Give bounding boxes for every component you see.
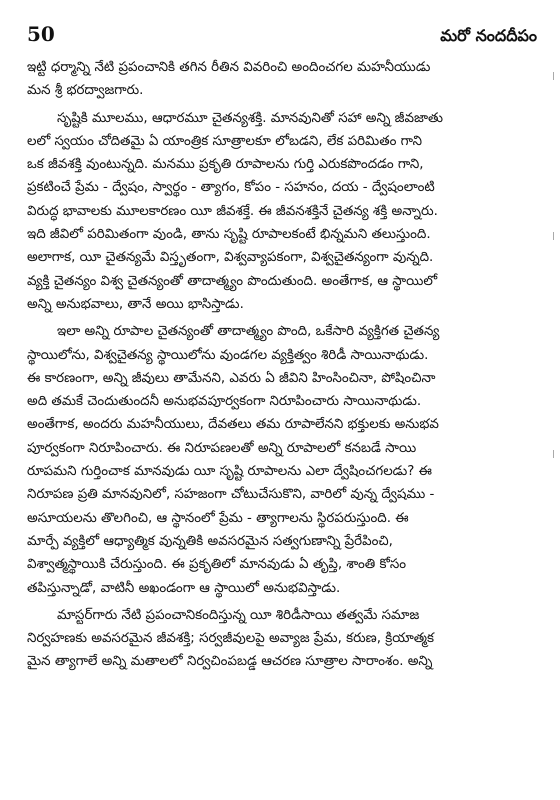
text-line: లలో స్వయం చోదితమై ఏ యాంత్రిక సూత్రాలకూ లోబడని, లేక పరిమితం గాని bbox=[27, 133, 422, 149]
text-line: మాస్టర్‌గారు నేటి ప్రపంచానికందిస్తున్న యీ శిరిడీసాయి తత్వమే సమాజ bbox=[57, 607, 420, 623]
text-line: ఇది జీవిలో పరిమితంగా వుండి, తాను సృష్టి రూపాలకంటే భిన్నమని తలుస్తుంది. bbox=[27, 227, 431, 243]
text-line: రూపమని గుర్తించాక మానవుడు యీ సృష్టి రూపాలను ఎలా ద్వేషించగలడు? ఈ bbox=[27, 464, 432, 480]
text-line: అసూయలను తొలగించి, ఆ స్థానంలో ప్రేమ - త్యాగాలను స్థిరపరుస్తుంది. ఈ bbox=[27, 510, 409, 526]
text-line: అలాగాక, యీ చైతన్యమే విస్తృతంగా, విశ్వవ్యాపకంగా, విశ్వచైతన్యంగా వున్నది. bbox=[27, 250, 434, 266]
scan-edge-mark bbox=[549, 450, 554, 458]
page-header bbox=[27, 22, 537, 56]
text-line: ఇట్టి ధర్మాన్ని నేటి ప్రపంచానికి తగిన రీతిన వివరించి అందించగల మహనీయుడు bbox=[27, 60, 431, 75]
text-line: వ్యక్తి చైతన్యం విశ్వ చైతన్యంతో తాదాత్మ్యం పొందుతుంది. అంతేగాక, ఆ స్థాయిలో bbox=[27, 273, 438, 289]
text-line: నిర్వహణకు అవసరమైన జీవశక్తి; సర్వజీవులపై అవ్యాజ ప్రేమ, కరుణ, క్రియాత్మక bbox=[27, 631, 434, 647]
paragraph-4 bbox=[27, 604, 537, 674]
document-page bbox=[27, 22, 537, 678]
text-line: నిరూపణ ప్రతి మానవునిలో, సహజంగా చోటుచేసుకొని, వారిలో వున్న ద్వేషము - bbox=[27, 487, 435, 503]
text-line: ఈ కారణంగా, అన్ని జీవులు తామేనని, ఎవరు ఏ జీవిని హింసించినా, పోషించినా bbox=[27, 370, 436, 386]
book-title: మరో నందదీపం bbox=[440, 26, 537, 45]
text-line: సృష్టికి మూలము, ఆధారమూ చైతన్యశక్తి. మానవునితో సహా అన్ని జీవజాతు bbox=[57, 110, 444, 126]
text-line: అన్ని అనుభవాలు, తానే అయి భాసిస్తాడు. bbox=[27, 296, 244, 312]
text-line: మన శ్రీ భరద్వాజగారు. bbox=[27, 83, 144, 99]
page-number: 50 bbox=[27, 22, 55, 46]
text-line: మైన త్యాగాలే అన్ని మతాలలో నిర్వచింపబడ్డ ఆచరణ సూత్రాల సారాంశం. అన్ని bbox=[27, 654, 433, 670]
text-line: విరుద్ధ భావాలకు మూలకారణం యీ జీవశక్తే. ఈ జీవనశక్తినే చైతన్య శక్తి అన్నారు. bbox=[27, 203, 438, 219]
paragraph-2 bbox=[27, 107, 537, 317]
text-line: విశ్వాత్మస్థాయికి చేరుస్తుంది. ఈ ప్రకృతిలో మానవుడు ఏ తృప్తి, శాంతి కోసం bbox=[27, 557, 407, 573]
scan-edge-mark bbox=[549, 72, 554, 80]
text-line: పూర్వకంగా నిరూపించారు. ఈ నిరూపణలతో అన్ని రూపాలలో కనబడే సాయి bbox=[27, 440, 417, 456]
text-line: అంతేగాక, అందరు మహనీయులు, దేవతలు తమ రూపాలేనని భక్తులకు అనుభవ bbox=[27, 417, 439, 433]
text-line: తపిస్తున్నాడో, వాటినీ అఖండంగా ఆ స్థాయిలో అనుభవిస్తాడు. bbox=[27, 580, 341, 596]
text-line: ఒక జీవశక్తి వుంటున్నది. మనము ప్రకృతి రూపాలను గుర్తి ఎరుకపొందడం గాని, bbox=[27, 157, 424, 173]
text-line: ఇలా అన్ని రూపాల చైతన్యంతో తాదాత్మ్యం పొంది, ఒకేసారి వ్యక్తిగత చైతన్య bbox=[57, 324, 440, 340]
text-line: ప్రకటించే ప్రేమ - ద్వేషం, స్వార్థం - త్యాగం, కోపం - సహనం, దయ - ద్వేషంలాంటి bbox=[27, 180, 435, 196]
scan-edge-mark bbox=[549, 232, 554, 240]
paragraph-3 bbox=[27, 320, 537, 600]
text-line: స్థాయిలోను, విశ్వచైతన్య స్థాయిలోను వుండగల వ్యక్తిత్వం శిరిడీ సాయినాథుడు. bbox=[27, 347, 429, 363]
paragraph-1 bbox=[27, 56, 537, 103]
text-line: మార్పే వ్యక్తిలో ఆధ్యాత్మిక వున్నతికి అవసరమైన సత్వగుణాన్ని ప్రేరేపించి, bbox=[27, 533, 393, 549]
text-line: అది తమకే చెందుతుందనీ అనుభవపూర్వకంగా నిరూపించారు సాయినాథుడు. bbox=[27, 394, 422, 410]
